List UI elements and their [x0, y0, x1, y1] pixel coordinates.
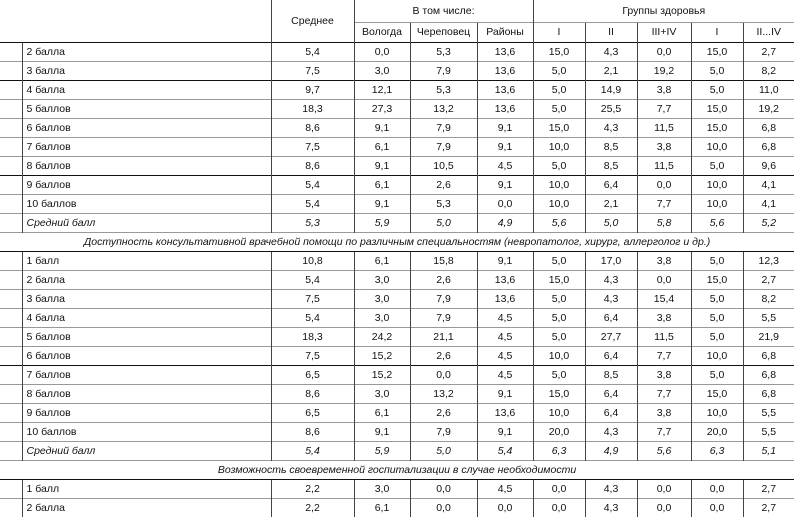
- value-cell: 5,9: [354, 214, 410, 233]
- value-cell: 2,2: [271, 499, 354, 517]
- value-cell: 9,1: [354, 157, 410, 176]
- value-cell: 10,0: [691, 347, 743, 366]
- value-cell: 15,0: [691, 385, 743, 404]
- value-cell: 5,0: [691, 290, 743, 309]
- value-cell: 15,2: [354, 366, 410, 385]
- value-cell: 4,3: [585, 43, 637, 62]
- value-cell: 6,1: [354, 176, 410, 195]
- value-cell: 6,3: [533, 442, 585, 461]
- table-row: [0, 62, 794, 81]
- row-indent: [0, 385, 22, 404]
- table-row: [0, 499, 794, 517]
- value-cell: 0,0: [637, 176, 691, 195]
- value-cell: 5,0: [691, 328, 743, 347]
- row-label: 9 баллов: [22, 176, 271, 195]
- value-cell: 4,9: [477, 214, 533, 233]
- value-cell: 4,3: [585, 480, 637, 499]
- value-cell: 4,3: [585, 290, 637, 309]
- table-row: [0, 385, 794, 404]
- header-group-2: II: [585, 23, 637, 43]
- table-row: [0, 252, 794, 271]
- value-cell: 13,2: [410, 100, 477, 119]
- row-label: 2 балла: [22, 271, 271, 290]
- row-label: 3 балла: [22, 62, 271, 81]
- row-label: 9 баллов: [22, 404, 271, 423]
- value-cell: 7,5: [271, 62, 354, 81]
- row-label: 5 баллов: [22, 328, 271, 347]
- value-cell: 3,8: [637, 138, 691, 157]
- value-cell: 0,0: [637, 43, 691, 62]
- value-cell: 2,6: [410, 271, 477, 290]
- value-cell: 10,0: [533, 138, 585, 157]
- value-cell: 12,1: [354, 81, 410, 100]
- header-including: В том числе:: [354, 0, 533, 23]
- table-row: [0, 100, 794, 119]
- value-cell: 9,6: [743, 157, 794, 176]
- value-cell: 2,6: [410, 347, 477, 366]
- value-cell: 11,0: [743, 81, 794, 100]
- value-cell: 0,0: [637, 499, 691, 517]
- value-cell: 4,3: [585, 499, 637, 517]
- value-cell: 7,9: [410, 423, 477, 442]
- value-cell: 8,5: [585, 138, 637, 157]
- header-row-1: [0, 0, 794, 23]
- value-cell: 19,2: [743, 100, 794, 119]
- value-cell: 6,1: [354, 499, 410, 517]
- header-districts: Районы: [477, 23, 533, 43]
- value-cell: 9,1: [477, 119, 533, 138]
- value-cell: 20,0: [533, 423, 585, 442]
- value-cell: 5,3: [271, 214, 354, 233]
- value-cell: 5,4: [271, 271, 354, 290]
- row-indent: [0, 252, 22, 271]
- value-cell: 4,5: [477, 328, 533, 347]
- header-group-2-4: II...IV: [743, 23, 794, 43]
- value-cell: 25,5: [585, 100, 637, 119]
- row-indent: [0, 366, 22, 385]
- table-row: [0, 404, 794, 423]
- value-cell: 13,6: [477, 100, 533, 119]
- value-cell: 4,5: [477, 366, 533, 385]
- row-indent: [0, 347, 22, 366]
- value-cell: 10,0: [533, 347, 585, 366]
- value-cell: 6,1: [354, 252, 410, 271]
- value-cell: 15,0: [691, 119, 743, 138]
- value-cell: 6,1: [354, 404, 410, 423]
- value-cell: 5,4: [271, 43, 354, 62]
- value-cell: 6,8: [743, 366, 794, 385]
- section-title-row: [0, 233, 794, 252]
- row-indent: [0, 119, 22, 138]
- table-row: [0, 480, 794, 499]
- value-cell: 5,4: [271, 309, 354, 328]
- value-cell: 9,1: [477, 385, 533, 404]
- table-row: [0, 43, 794, 62]
- value-cell: 9,1: [477, 423, 533, 442]
- value-cell: 6,8: [743, 119, 794, 138]
- value-cell: 4,5: [477, 480, 533, 499]
- value-cell: 3,0: [354, 62, 410, 81]
- row-indent: [0, 328, 22, 347]
- value-cell: 27,7: [585, 328, 637, 347]
- value-cell: 19,2: [637, 62, 691, 81]
- value-cell: 7,7: [637, 385, 691, 404]
- value-cell: 3,0: [354, 385, 410, 404]
- row-label: 7 баллов: [22, 366, 271, 385]
- row-label: 10 баллов: [22, 423, 271, 442]
- value-cell: 13,6: [477, 271, 533, 290]
- value-cell: 7,9: [410, 138, 477, 157]
- value-cell: 8,6: [271, 157, 354, 176]
- value-cell: 15,2: [354, 347, 410, 366]
- row-label: 5 баллов: [22, 100, 271, 119]
- value-cell: 5,4: [271, 176, 354, 195]
- row-label: 3 балла: [22, 290, 271, 309]
- value-cell: 0,0: [533, 480, 585, 499]
- value-cell: 18,3: [271, 328, 354, 347]
- value-cell: 6,4: [585, 347, 637, 366]
- table-row: [0, 81, 794, 100]
- value-cell: 2,7: [743, 43, 794, 62]
- value-cell: 8,6: [271, 385, 354, 404]
- row-label: 4 балла: [22, 309, 271, 328]
- value-cell: 6,4: [585, 176, 637, 195]
- value-cell: 8,2: [743, 62, 794, 81]
- row-indent: [0, 442, 22, 461]
- value-cell: 5,6: [691, 214, 743, 233]
- row-indent: [0, 480, 22, 499]
- value-cell: 10,0: [533, 195, 585, 214]
- value-cell: 9,1: [477, 176, 533, 195]
- table-row: [0, 290, 794, 309]
- value-cell: 9,1: [354, 195, 410, 214]
- value-cell: 5,4: [271, 195, 354, 214]
- value-cell: 15,0: [533, 43, 585, 62]
- value-cell: 4,1: [743, 195, 794, 214]
- value-cell: 0,0: [477, 195, 533, 214]
- value-cell: 6,4: [585, 385, 637, 404]
- value-cell: 15,0: [533, 271, 585, 290]
- value-cell: 10,0: [691, 404, 743, 423]
- value-cell: 8,5: [585, 157, 637, 176]
- row-indent: [0, 138, 22, 157]
- value-cell: 2,1: [585, 62, 637, 81]
- row-indent: [0, 309, 22, 328]
- value-cell: 6,4: [585, 404, 637, 423]
- table-row: [0, 271, 794, 290]
- row-indent: [0, 195, 22, 214]
- header-group-3-4: III+IV: [637, 23, 691, 43]
- value-cell: 10,0: [691, 176, 743, 195]
- row-label: 2 балла: [22, 43, 271, 62]
- row-indent: [0, 62, 22, 81]
- value-cell: 5,0: [533, 328, 585, 347]
- row-label: Средний балл: [22, 214, 271, 233]
- value-cell: 10,8: [271, 252, 354, 271]
- row-label: 10 баллов: [22, 195, 271, 214]
- value-cell: 2,6: [410, 176, 477, 195]
- row-indent: [0, 271, 22, 290]
- value-cell: 0,0: [691, 480, 743, 499]
- value-cell: 6,8: [743, 385, 794, 404]
- value-cell: 5,0: [533, 290, 585, 309]
- header-health-groups: Группы здоровья: [533, 0, 794, 23]
- table-row: [0, 347, 794, 366]
- value-cell: 5,0: [533, 81, 585, 100]
- table-row: [0, 423, 794, 442]
- value-cell: 0,0: [691, 499, 743, 517]
- value-cell: 2,6: [410, 404, 477, 423]
- value-cell: 5,0: [691, 81, 743, 100]
- value-cell: 4,5: [477, 347, 533, 366]
- value-cell: 27,3: [354, 100, 410, 119]
- value-cell: 15,0: [691, 271, 743, 290]
- table-row: [0, 138, 794, 157]
- value-cell: 5,0: [533, 100, 585, 119]
- value-cell: 5,3: [410, 43, 477, 62]
- row-indent: [0, 499, 22, 517]
- value-cell: 5,0: [533, 309, 585, 328]
- value-cell: 12,3: [743, 252, 794, 271]
- header-group-1: I: [533, 23, 585, 43]
- table-row: [0, 157, 794, 176]
- row-indent: [0, 100, 22, 119]
- value-cell: 4,9: [585, 442, 637, 461]
- value-cell: 5,1: [743, 442, 794, 461]
- value-cell: 13,6: [477, 62, 533, 81]
- value-cell: 0,0: [410, 366, 477, 385]
- table-row: [0, 309, 794, 328]
- row-indent: [0, 81, 22, 100]
- value-cell: 3,8: [637, 366, 691, 385]
- value-cell: 5,8: [637, 214, 691, 233]
- value-cell: 5,0: [533, 252, 585, 271]
- average-row: [0, 442, 794, 461]
- row-indent: [0, 214, 22, 233]
- table-row: [0, 119, 794, 138]
- value-cell: 7,7: [637, 100, 691, 119]
- table-row: [0, 195, 794, 214]
- value-cell: 8,5: [585, 366, 637, 385]
- row-indent: [0, 290, 22, 309]
- row-label: 4 балла: [22, 81, 271, 100]
- value-cell: 8,6: [271, 423, 354, 442]
- value-cell: 9,1: [354, 423, 410, 442]
- row-label: 6 баллов: [22, 347, 271, 366]
- row-indent: [0, 157, 22, 176]
- value-cell: 10,0: [533, 404, 585, 423]
- value-cell: 18,3: [271, 100, 354, 119]
- value-cell: 7,5: [271, 138, 354, 157]
- value-cell: 4,5: [477, 309, 533, 328]
- value-cell: 4,3: [585, 119, 637, 138]
- row-label: Средний балл: [22, 442, 271, 461]
- row-label: 6 баллов: [22, 119, 271, 138]
- row-indent: [0, 423, 22, 442]
- value-cell: 9,1: [477, 138, 533, 157]
- row-label: 8 баллов: [22, 385, 271, 404]
- value-cell: 5,5: [743, 404, 794, 423]
- value-cell: 11,5: [637, 119, 691, 138]
- value-cell: 5,4: [477, 442, 533, 461]
- row-indent: [0, 404, 22, 423]
- value-cell: 5,0: [691, 157, 743, 176]
- value-cell: 5,9: [354, 442, 410, 461]
- value-cell: 5,4: [271, 442, 354, 461]
- value-cell: 6,1: [354, 138, 410, 157]
- value-cell: 0,0: [533, 499, 585, 517]
- value-cell: 5,3: [410, 195, 477, 214]
- value-cell: 6,4: [585, 309, 637, 328]
- value-cell: 5,0: [691, 252, 743, 271]
- value-cell: 10,0: [691, 195, 743, 214]
- value-cell: 2,7: [743, 271, 794, 290]
- value-cell: 17,0: [585, 252, 637, 271]
- value-cell: 7,7: [637, 347, 691, 366]
- value-cell: 15,0: [691, 100, 743, 119]
- value-cell: 21,9: [743, 328, 794, 347]
- value-cell: 0,0: [637, 271, 691, 290]
- table-row: [0, 328, 794, 347]
- value-cell: 5,0: [691, 62, 743, 81]
- value-cell: 6,5: [271, 366, 354, 385]
- value-cell: 20,0: [691, 423, 743, 442]
- value-cell: 7,9: [410, 62, 477, 81]
- value-cell: 5,0: [533, 366, 585, 385]
- value-cell: 3,0: [354, 480, 410, 499]
- value-cell: 11,5: [637, 328, 691, 347]
- value-cell: 7,5: [271, 290, 354, 309]
- value-cell: 5,0: [533, 157, 585, 176]
- row-label: 2 балла: [22, 499, 271, 517]
- value-cell: 3,8: [637, 309, 691, 328]
- value-cell: 4,1: [743, 176, 794, 195]
- value-cell: 5,0: [410, 442, 477, 461]
- value-cell: 0,0: [477, 499, 533, 517]
- section-title-row: [0, 461, 794, 480]
- value-cell: 2,7: [743, 499, 794, 517]
- value-cell: 10,5: [410, 157, 477, 176]
- value-cell: 11,5: [637, 157, 691, 176]
- header-empty-2: [22, 0, 271, 43]
- value-cell: 3,8: [637, 404, 691, 423]
- value-cell: 8,2: [743, 290, 794, 309]
- value-cell: 6,8: [743, 138, 794, 157]
- value-cell: 7,9: [410, 309, 477, 328]
- value-cell: 9,1: [477, 252, 533, 271]
- row-label: 7 баллов: [22, 138, 271, 157]
- value-cell: 15,0: [533, 385, 585, 404]
- value-cell: 2,2: [271, 480, 354, 499]
- value-cell: 5,6: [533, 214, 585, 233]
- table-row: [0, 176, 794, 195]
- row-indent: [0, 43, 22, 62]
- header-group-1b: I: [691, 23, 743, 43]
- value-cell: 4,3: [585, 423, 637, 442]
- value-cell: 10,0: [691, 138, 743, 157]
- value-cell: 15,4: [637, 290, 691, 309]
- header-empty-1: [0, 0, 22, 43]
- value-cell: 5,2: [743, 214, 794, 233]
- value-cell: 13,6: [477, 404, 533, 423]
- header-average: Среднее: [271, 0, 354, 43]
- value-cell: 2,7: [743, 480, 794, 499]
- value-cell: 14,9: [585, 81, 637, 100]
- value-cell: 6,5: [271, 404, 354, 423]
- value-cell: 6,8: [743, 347, 794, 366]
- value-cell: 9,1: [354, 119, 410, 138]
- section-title: Возможность своевременной госпитализации в случае необходимости: [0, 461, 794, 480]
- value-cell: 9,7: [271, 81, 354, 100]
- value-cell: 24,2: [354, 328, 410, 347]
- value-cell: 7,5: [271, 347, 354, 366]
- value-cell: 5,3: [410, 81, 477, 100]
- value-cell: 7,7: [637, 195, 691, 214]
- value-cell: 7,9: [410, 290, 477, 309]
- value-cell: 21,1: [410, 328, 477, 347]
- value-cell: 0,0: [410, 480, 477, 499]
- row-label: 1 балл: [22, 252, 271, 271]
- value-cell: 5,0: [585, 214, 637, 233]
- value-cell: 5,5: [743, 423, 794, 442]
- row-label: 1 балл: [22, 480, 271, 499]
- value-cell: 10,0: [533, 176, 585, 195]
- value-cell: 6,3: [691, 442, 743, 461]
- row-indent: [0, 176, 22, 195]
- value-cell: 2,1: [585, 195, 637, 214]
- value-cell: 0,0: [410, 499, 477, 517]
- value-cell: 4,5: [477, 157, 533, 176]
- section-title: Доступность консультативной врачебной помощи по различным специальностям (невропатолог, хирург, аллерголог и др.): [0, 233, 794, 252]
- value-cell: 0,0: [354, 43, 410, 62]
- value-cell: 7,7: [637, 423, 691, 442]
- value-cell: 3,0: [354, 271, 410, 290]
- value-cell: 13,2: [410, 385, 477, 404]
- value-cell: 13,6: [477, 43, 533, 62]
- value-cell: 15,0: [533, 119, 585, 138]
- table-row: [0, 366, 794, 385]
- value-cell: 5,0: [410, 214, 477, 233]
- value-cell: 8,6: [271, 119, 354, 138]
- value-cell: 3,8: [637, 252, 691, 271]
- value-cell: 5,6: [637, 442, 691, 461]
- value-cell: 5,5: [743, 309, 794, 328]
- value-cell: 0,0: [637, 480, 691, 499]
- average-row: [0, 214, 794, 233]
- value-cell: 3,8: [637, 81, 691, 100]
- header-vologda: Вологда: [354, 23, 410, 43]
- value-cell: 15,0: [691, 43, 743, 62]
- value-cell: 5,0: [691, 309, 743, 328]
- value-cell: 5,0: [691, 366, 743, 385]
- value-cell: 3,0: [354, 309, 410, 328]
- row-label: 8 баллов: [22, 157, 271, 176]
- value-cell: 7,9: [410, 119, 477, 138]
- value-cell: 5,0: [533, 62, 585, 81]
- value-cell: 3,0: [354, 290, 410, 309]
- header-cherepovets: Череповец: [410, 23, 477, 43]
- value-cell: 15,8: [410, 252, 477, 271]
- value-cell: 13,6: [477, 290, 533, 309]
- value-cell: 4,3: [585, 271, 637, 290]
- value-cell: 13,6: [477, 81, 533, 100]
